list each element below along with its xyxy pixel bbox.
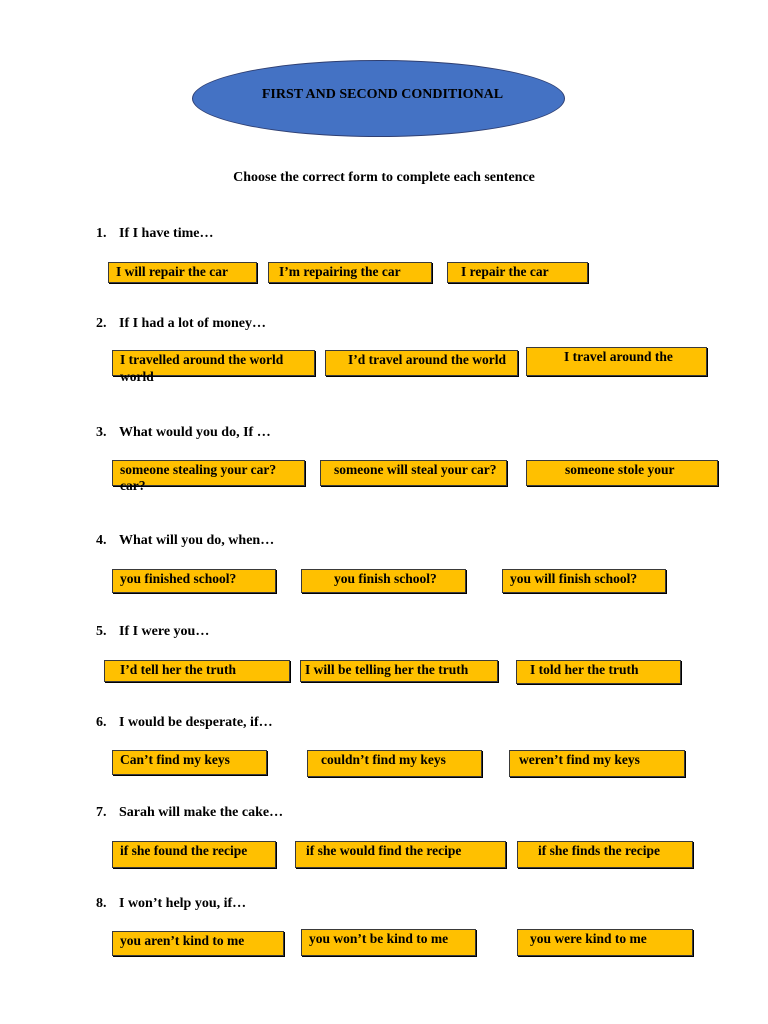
answer-option[interactable]: I’d tell her the truth <box>104 660 290 682</box>
question-3 <box>96 425 271 441</box>
worksheet-title: FIRST AND SECOND CONDITIONAL <box>261 86 504 102</box>
question-prompt: If I were you… <box>119 624 210 639</box>
instruction-text: Choose the correct form to complete each sentence <box>233 170 535 185</box>
answer-option[interactable]: I travelled around the world <box>112 350 315 376</box>
question-number: 2. <box>96 316 107 331</box>
answer-option[interactable]: someone stealing your car? <box>112 460 305 486</box>
question-1 <box>96 226 214 242</box>
question-number: 3. <box>96 425 107 440</box>
question-prompt: I would be desperate, if… <box>119 715 273 730</box>
question-prompt: What will you do, when… <box>119 533 275 548</box>
question-prompt: Sarah will make the cake… <box>119 805 284 820</box>
question-prompt: I won’t help you, if… <box>119 896 247 911</box>
answer-option[interactable]: you won’t be kind to me <box>301 929 476 956</box>
answer-option[interactable]: I repair the car <box>447 262 588 283</box>
answer-option[interactable]: I will repair the car <box>108 262 257 283</box>
wrapped-text: world <box>120 369 154 384</box>
answer-option[interactable]: you will finish school? <box>502 569 666 593</box>
answer-option[interactable]: Can’t find my keys <box>112 750 267 775</box>
answer-option[interactable]: weren’t find my keys <box>509 750 685 777</box>
answer-option[interactable]: I will be telling her the truth <box>300 660 498 682</box>
answer-option[interactable]: if she found the recipe <box>112 841 276 868</box>
question-8 <box>96 896 246 912</box>
answer-option[interactable]: I travel around the <box>526 347 707 376</box>
answer-option[interactable]: if she finds the recipe <box>517 841 693 868</box>
question-4 <box>96 533 274 549</box>
answer-option[interactable]: you were kind to me <box>517 929 693 956</box>
answer-option[interactable]: someone will steal your car? <box>320 460 507 486</box>
answer-option[interactable]: I told her the truth <box>516 660 681 684</box>
question-number: 7. <box>96 805 107 820</box>
question-prompt: If I have time… <box>119 226 214 241</box>
answer-option[interactable]: I’m repairing the car <box>268 262 432 283</box>
question-6 <box>96 715 273 731</box>
question-5 <box>96 624 209 640</box>
title-ellipse <box>192 60 565 137</box>
question-number: 8. <box>96 896 107 911</box>
question-7 <box>96 805 283 821</box>
answer-option[interactable]: if she would find the recipe <box>295 841 506 868</box>
answer-option[interactable]: someone stole your <box>526 460 718 486</box>
answer-option[interactable]: you finished school? <box>112 569 276 593</box>
answer-option[interactable]: I’d travel around the world <box>325 350 518 376</box>
wrapped-text: car? <box>120 478 146 493</box>
question-number: 4. <box>96 533 107 548</box>
question-prompt: If I had a lot of money… <box>119 316 267 331</box>
question-number: 5. <box>96 624 107 639</box>
question-2 <box>96 316 266 332</box>
question-prompt: What would you do, If … <box>119 425 271 440</box>
question-number: 1. <box>96 226 107 241</box>
question-number: 6. <box>96 715 107 730</box>
answer-option[interactable]: couldn’t find my keys <box>307 750 482 777</box>
answer-option[interactable]: you aren’t kind to me <box>112 931 284 956</box>
answer-option[interactable]: you finish school? <box>301 569 466 593</box>
